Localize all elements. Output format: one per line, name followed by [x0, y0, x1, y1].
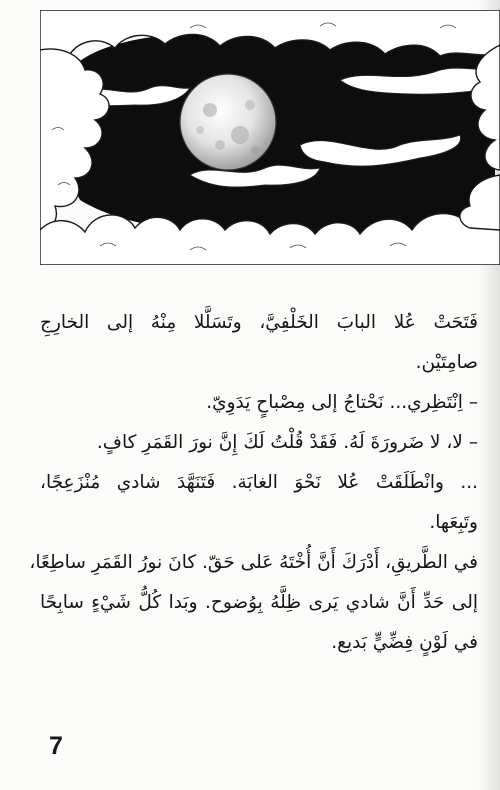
paragraph-line: وتَبِعَها.	[429, 512, 478, 533]
paragraph-line: ... وانْطَلَقَتْ عُلا نَحْوَ الغابَة. فَتَنَهَّدَ شادي مُنْزَعِجًا،	[40, 472, 478, 493]
page-number: 7	[49, 732, 63, 760]
moon	[180, 74, 276, 170]
paragraph-line: فَتَحَتْ عُلا البابَ الخَلْفِيَّ، وتَسَلَّلا مِنْهُ إلى الخارِجِ	[40, 312, 478, 333]
paragraph-line: في الطَّريقِ، أَدْرَكَ أَنَّ أُخْتَهُ عَلى حَقّ. كانَ نورُ القَمَرِ ساطِعًا،	[29, 552, 478, 573]
story-text	[29, 303, 478, 663]
paragraph-line: في لَوْنٍ فِضِّيٍّ بَديع.	[331, 632, 478, 653]
paragraph-line: – لا، لا ضَرورَةَ لَهُ. فَقَدْ قُلْتُ لَكَ إِنَّ نورَ القَمَرِ كافٍ.	[96, 432, 478, 453]
full-moon-night-sky-clouds-illustration	[40, 10, 500, 265]
paragraph-line: صامِتَيْن.	[415, 352, 478, 373]
paragraph-line: – اِنْتَظِري... نَحْتاجُ إلى مِصْباحٍ يَدَوِيّ.	[206, 392, 478, 413]
paragraph-line: إلى حَدِّ أَنَّ شادي يَرى ظِلَّهُ بِوُضوح. وبَدا كُلُّ شَيْءٍ سابِحًا	[40, 592, 478, 613]
night-sky	[63, 32, 495, 239]
